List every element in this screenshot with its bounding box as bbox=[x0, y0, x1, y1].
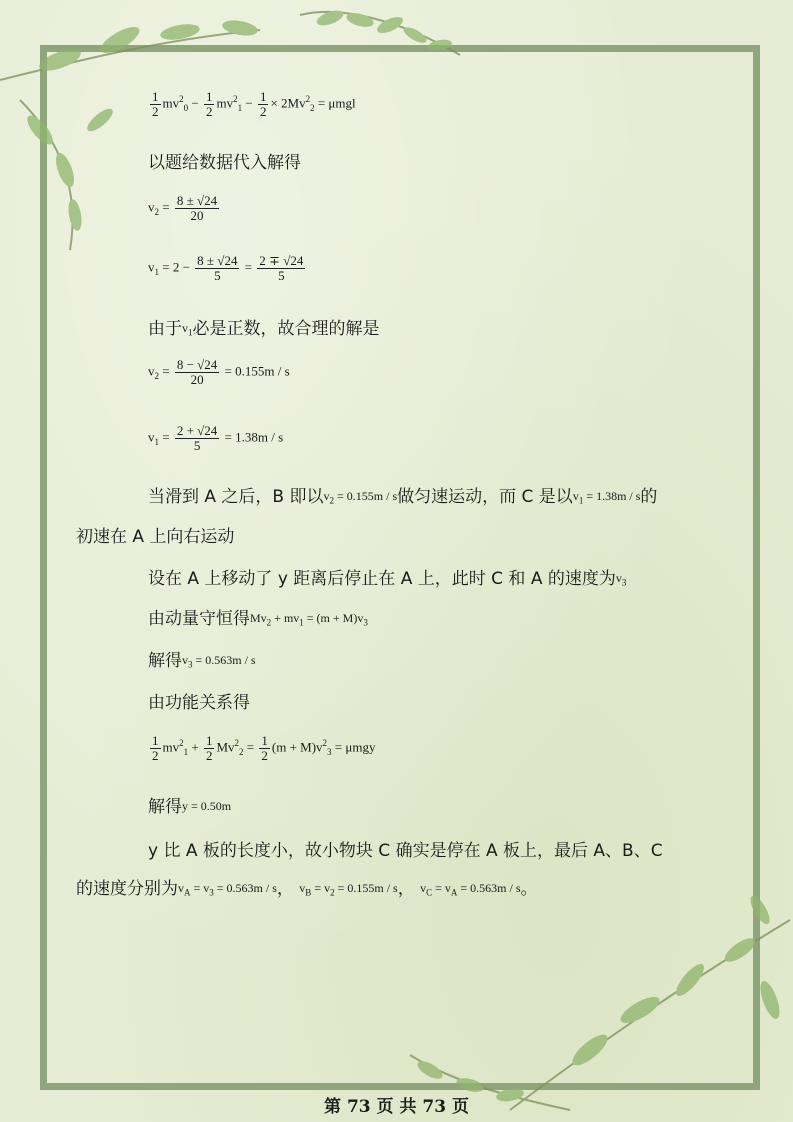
v2-final-fraction: $\frac{8 - √24}{20}$ bbox=[176, 357, 218, 387]
paragraph-after-sliding: 当滑到 A 之后，B 即以$v_2 = 0.155m / s$做匀速运动，而 C 是以$v_1 = 1.38m / s$的 bbox=[148, 487, 658, 507]
text-substitute-data: 以题给数据代入解得 bbox=[148, 153, 301, 173]
v1-final-equation: $v_1$ = $\frac{2 + √24}{5}$ = 1.38m / s bbox=[148, 423, 284, 453]
fraction-half: $\frac{1}{2}$ bbox=[259, 89, 267, 119]
v2-solution-equation: $v_2$ = $\frac{8 \pm √24}{20}$ bbox=[148, 193, 218, 223]
energy-equation-2: $\frac{1}{2}$ $mv^2_1$ + $\frac{1}{2}$ $Mv^2_2$ = $\frac{1}{2}$ $(m + M)v^2_3 = \mu mgy$ bbox=[152, 733, 376, 763]
fraction-half: $\frac{1}{2}$ bbox=[152, 733, 159, 763]
v1-fraction-b: $\frac{2 \mp √24}{5}$ bbox=[259, 253, 304, 283]
paragraph-v3-result: 解得$v_3 = 0.563m / s$ bbox=[148, 651, 256, 671]
v1-fraction-a: $\frac{8 \pm √24}{5}$ bbox=[197, 253, 238, 283]
paragraph-after-sliding-line2: 初速在 A 上向右运动 bbox=[76, 527, 235, 547]
paragraph-conclusion: y 比 A 板的长度小，故小物块 C 确实是停在 A 板上，最后 A、B、C bbox=[148, 841, 663, 861]
v2-final-equation: $v_2$ = $\frac{8 - √24}{20}$ = 0.155m / s bbox=[148, 357, 290, 387]
page-number-footer: 第 73 页 共 73 页 bbox=[324, 1097, 469, 1117]
fraction-half: $\frac{1}{2}$ bbox=[205, 89, 213, 119]
fraction-half: $\frac{1}{2}$ bbox=[205, 733, 213, 763]
text-positive-root: 由于$v_1$必是正数，故合理的解是 bbox=[148, 319, 380, 339]
energy-equation-1: $\frac{1}{2}$ $mv^2_0$ − $\frac{1}{2}$ $mv^2_1$ − $\frac{1}{2}$ × $2Mv^2_2 = \mu mgl$ bbox=[152, 89, 356, 119]
paragraph-momentum: 由动量守恒得$Mv_2 + mv_1 = (m + M)v_3$ bbox=[148, 609, 368, 629]
v1-final-fraction: $\frac{2 + √24}{5}$ bbox=[176, 423, 218, 453]
fraction-half: $\frac{1}{2}$ bbox=[152, 89, 159, 119]
v1-solution-equation: $v_1 = 2$ − $\frac{8 \pm √24}{5}$ = $\frac{2 \mp √24}{5}$ bbox=[148, 253, 304, 283]
paragraph-y-result: 解得y = 0.50m bbox=[148, 797, 232, 817]
paragraph-displacement: 设在 A 上移动了 y 距离后停止在 A 上，此时 C 和 A 的速度为$v_3$ bbox=[148, 569, 627, 589]
v2-fraction: $\frac{8 \pm √24}{20}$ bbox=[176, 193, 218, 223]
paragraph-conclusion-line2: 的速度分别为$v_A = v_3 = 0.563m / s$， $v_B = v_2 = 0.155m / s$， $v_C = v_A = 0.563m / s$。 bbox=[76, 879, 538, 899]
fraction-half: $\frac{1}{2}$ bbox=[261, 733, 268, 763]
paragraph-energy-relation: 由功能关系得 bbox=[148, 693, 250, 713]
